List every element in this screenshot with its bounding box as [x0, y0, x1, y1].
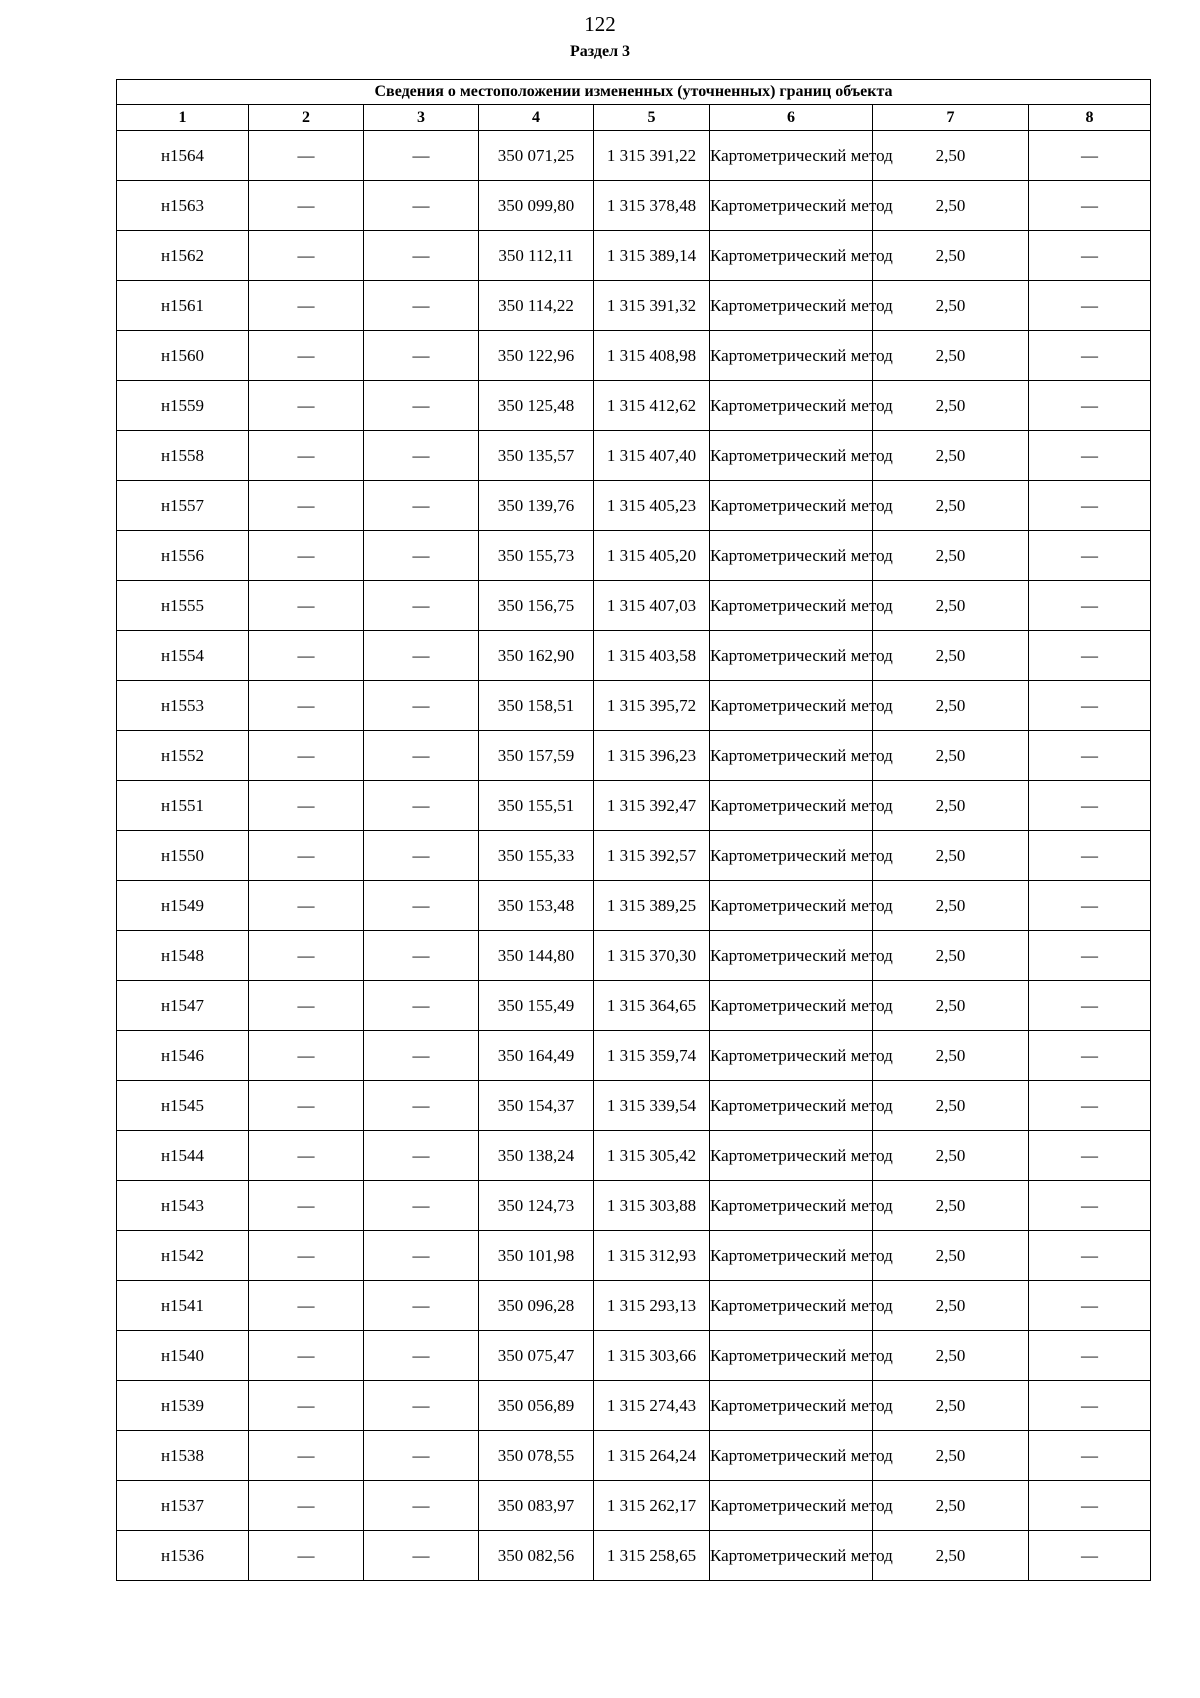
column-3-cell: —	[364, 381, 479, 431]
accuracy-cell: 2,50	[873, 131, 1029, 181]
column-8-cell: —	[1029, 831, 1151, 881]
x-coordinate-cell: 350 135,57	[479, 431, 594, 481]
column-3-cell: —	[364, 481, 479, 531]
column-2-cell: —	[249, 731, 364, 781]
x-coordinate-cell: 350 096,28	[479, 1281, 594, 1331]
x-coordinate-cell: 350 138,24	[479, 1131, 594, 1181]
table-row	[117, 1331, 1151, 1381]
table-row	[117, 381, 1151, 431]
y-coordinate-cell: 1 315 392,47	[594, 781, 710, 831]
column-2-cell: —	[249, 381, 364, 431]
column-2-cell: —	[249, 231, 364, 281]
point-number-cell: н1557	[117, 481, 249, 531]
accuracy-cell: 2,50	[873, 681, 1029, 731]
table-row	[117, 481, 1151, 531]
method-cell: Картометрический метод	[710, 631, 873, 681]
y-coordinate-cell: 1 315 359,74	[594, 1031, 710, 1081]
y-coordinate-cell: 1 315 378,48	[594, 181, 710, 231]
table-row	[117, 581, 1151, 631]
point-number-cell: н1551	[117, 781, 249, 831]
point-number-cell: н1541	[117, 1281, 249, 1331]
column-2-cell: —	[249, 631, 364, 681]
column-3-cell: —	[364, 631, 479, 681]
column-3-cell: —	[364, 1381, 479, 1431]
method-cell: Картометрический метод	[710, 1181, 873, 1231]
y-coordinate-cell: 1 315 392,57	[594, 831, 710, 881]
column-8-cell: —	[1029, 1281, 1151, 1331]
table-row	[117, 331, 1151, 381]
accuracy-cell: 2,50	[873, 881, 1029, 931]
table-row	[117, 981, 1151, 1031]
point-number-cell: н1562	[117, 231, 249, 281]
x-coordinate-cell: 350 056,89	[479, 1381, 594, 1431]
accuracy-cell: 2,50	[873, 781, 1029, 831]
column-2-cell: —	[249, 1031, 364, 1081]
column-3-cell: —	[364, 231, 479, 281]
column-number: 1	[117, 105, 249, 131]
column-8-cell: —	[1029, 1031, 1151, 1081]
point-number-cell: н1555	[117, 581, 249, 631]
point-number-cell: н1546	[117, 1031, 249, 1081]
table-row	[117, 731, 1151, 781]
column-8-cell: —	[1029, 1531, 1151, 1581]
y-coordinate-cell: 1 315 303,66	[594, 1331, 710, 1381]
y-coordinate-cell: 1 315 395,72	[594, 681, 710, 731]
x-coordinate-cell: 350 082,56	[479, 1531, 594, 1581]
column-number: 6	[710, 105, 873, 131]
x-coordinate-cell: 350 099,80	[479, 181, 594, 231]
table-row	[117, 1381, 1151, 1431]
accuracy-cell: 2,50	[873, 431, 1029, 481]
column-2-cell: —	[249, 831, 364, 881]
x-coordinate-cell: 350 075,47	[479, 1331, 594, 1381]
column-3-cell: —	[364, 581, 479, 631]
method-cell: Картометрический метод	[710, 431, 873, 481]
point-number-cell: н1564	[117, 131, 249, 181]
column-3-cell: —	[364, 831, 479, 881]
column-2-cell: —	[249, 1181, 364, 1231]
column-8-cell: —	[1029, 731, 1151, 781]
point-number-cell: н1547	[117, 981, 249, 1031]
column-2-cell: —	[249, 1281, 364, 1331]
y-coordinate-cell: 1 315 389,25	[594, 881, 710, 931]
method-cell: Картометрический метод	[710, 1231, 873, 1281]
point-number-cell: н1549	[117, 881, 249, 931]
y-coordinate-cell: 1 315 405,20	[594, 531, 710, 581]
column-number: 5	[594, 105, 710, 131]
column-3-cell: —	[364, 931, 479, 981]
accuracy-cell: 2,50	[873, 1381, 1029, 1431]
table-row	[117, 431, 1151, 481]
column-3-cell: —	[364, 1331, 479, 1381]
accuracy-cell: 2,50	[873, 231, 1029, 281]
point-number-cell: н1536	[117, 1531, 249, 1581]
x-coordinate-cell: 350 125,48	[479, 381, 594, 431]
column-3-cell: —	[364, 731, 479, 781]
column-3-cell: —	[364, 1081, 479, 1131]
accuracy-cell: 2,50	[873, 1231, 1029, 1281]
column-8-cell: —	[1029, 431, 1151, 481]
y-coordinate-cell: 1 315 262,17	[594, 1481, 710, 1531]
x-coordinate-cell: 350 114,22	[479, 281, 594, 331]
accuracy-cell: 2,50	[873, 281, 1029, 331]
boundary-coordinates-table	[116, 79, 1151, 1581]
x-coordinate-cell: 350 153,48	[479, 881, 594, 931]
table-row	[117, 1081, 1151, 1131]
accuracy-cell: 2,50	[873, 831, 1029, 881]
accuracy-cell: 2,50	[873, 331, 1029, 381]
table-row	[117, 1281, 1151, 1331]
column-3-cell: —	[364, 1031, 479, 1081]
column-2-cell: —	[249, 331, 364, 381]
point-number-cell: н1538	[117, 1431, 249, 1481]
method-cell: Картометрический метод	[710, 531, 873, 581]
column-8-cell: —	[1029, 231, 1151, 281]
column-2-cell: —	[249, 981, 364, 1031]
column-2-cell: —	[249, 281, 364, 331]
column-3-cell: —	[364, 531, 479, 581]
table-row	[117, 1531, 1151, 1581]
column-8-cell: —	[1029, 531, 1151, 581]
x-coordinate-cell: 350 083,97	[479, 1481, 594, 1531]
column-3-cell: —	[364, 181, 479, 231]
column-8-cell: —	[1029, 781, 1151, 831]
method-cell: Картометрический метод	[710, 731, 873, 781]
table-row	[117, 231, 1151, 281]
table-row	[117, 781, 1151, 831]
column-8-cell: —	[1029, 331, 1151, 381]
column-2-cell: —	[249, 581, 364, 631]
column-number: 3	[364, 105, 479, 131]
y-coordinate-cell: 1 315 412,62	[594, 381, 710, 431]
accuracy-cell: 2,50	[873, 1131, 1029, 1181]
point-number-cell: н1544	[117, 1131, 249, 1181]
table-row	[117, 1481, 1151, 1531]
accuracy-cell: 2,50	[873, 181, 1029, 231]
x-coordinate-cell: 350 155,51	[479, 781, 594, 831]
column-8-cell: —	[1029, 1381, 1151, 1431]
method-cell: Картометрический метод	[710, 781, 873, 831]
column-8-cell: —	[1029, 681, 1151, 731]
method-cell: Картометрический метод	[710, 1281, 873, 1331]
column-2-cell: —	[249, 781, 364, 831]
column-3-cell: —	[364, 1531, 479, 1581]
method-cell: Картометрический метод	[710, 1481, 873, 1531]
column-2-cell: —	[249, 181, 364, 231]
y-coordinate-cell: 1 315 258,65	[594, 1531, 710, 1581]
point-number-cell: н1539	[117, 1381, 249, 1431]
column-number: 7	[873, 105, 1029, 131]
x-coordinate-cell: 350 155,33	[479, 831, 594, 881]
column-number: 8	[1029, 105, 1151, 131]
column-3-cell: —	[364, 881, 479, 931]
point-number-cell: н1550	[117, 831, 249, 881]
y-coordinate-cell: 1 315 391,32	[594, 281, 710, 331]
column-2-cell: —	[249, 1231, 364, 1281]
table-row	[117, 881, 1151, 931]
method-cell: Картометрический метод	[710, 281, 873, 331]
accuracy-cell: 2,50	[873, 1081, 1029, 1131]
table-row	[117, 1431, 1151, 1481]
y-coordinate-cell: 1 315 370,30	[594, 931, 710, 981]
column-2-cell: —	[249, 1081, 364, 1131]
method-cell: Картометрический метод	[710, 1131, 873, 1181]
y-coordinate-cell: 1 315 264,24	[594, 1431, 710, 1481]
accuracy-cell: 2,50	[873, 1481, 1029, 1531]
column-number: 4	[479, 105, 594, 131]
section-title: Раздел 3	[569, 43, 631, 60]
y-coordinate-cell: 1 315 407,40	[594, 431, 710, 481]
method-cell: Картометрический метод	[710, 181, 873, 231]
x-coordinate-cell: 350 162,90	[479, 631, 594, 681]
table-row	[117, 181, 1151, 231]
y-coordinate-cell: 1 315 403,58	[594, 631, 710, 681]
y-coordinate-cell: 1 315 303,88	[594, 1181, 710, 1231]
table-row	[117, 131, 1151, 181]
point-number-cell: н1553	[117, 681, 249, 731]
method-cell: Картометрический метод	[710, 1331, 873, 1381]
column-8-cell: —	[1029, 931, 1151, 981]
column-2-cell: —	[249, 131, 364, 181]
x-coordinate-cell: 350 124,73	[479, 1181, 594, 1231]
accuracy-cell: 2,50	[873, 731, 1029, 781]
column-3-cell: —	[364, 431, 479, 481]
table-caption: Сведения о местоположении измененных (уточненных) границ объекта	[117, 80, 1151, 105]
column-8-cell: —	[1029, 181, 1151, 231]
method-cell: Картометрический метод	[710, 1431, 873, 1481]
x-coordinate-cell: 350 155,49	[479, 981, 594, 1031]
y-coordinate-cell: 1 315 364,65	[594, 981, 710, 1031]
point-number-cell: н1554	[117, 631, 249, 681]
method-cell: Картометрический метод	[710, 681, 873, 731]
point-number-cell: н1556	[117, 531, 249, 581]
column-3-cell: —	[364, 1431, 479, 1481]
table-caption-row	[117, 80, 1151, 105]
accuracy-cell: 2,50	[873, 1531, 1029, 1581]
point-number-cell: н1537	[117, 1481, 249, 1531]
method-cell: Картометрический метод	[710, 931, 873, 981]
table-row	[117, 1231, 1151, 1281]
column-8-cell: —	[1029, 1181, 1151, 1231]
x-coordinate-cell: 350 156,75	[479, 581, 594, 631]
x-coordinate-cell: 350 154,37	[479, 1081, 594, 1131]
x-coordinate-cell: 350 164,49	[479, 1031, 594, 1081]
point-number-cell: н1545	[117, 1081, 249, 1131]
column-8-cell: —	[1029, 881, 1151, 931]
x-coordinate-cell: 350 071,25	[479, 131, 594, 181]
point-number-cell: н1558	[117, 431, 249, 481]
column-3-cell: —	[364, 281, 479, 331]
accuracy-cell: 2,50	[873, 1431, 1029, 1481]
point-number-cell: н1563	[117, 181, 249, 231]
y-coordinate-cell: 1 315 339,54	[594, 1081, 710, 1131]
column-8-cell: —	[1029, 1431, 1151, 1481]
column-3-cell: —	[364, 131, 479, 181]
point-number-cell: н1559	[117, 381, 249, 431]
y-coordinate-cell: 1 315 407,03	[594, 581, 710, 631]
table-row	[117, 1131, 1151, 1181]
column-8-cell: —	[1029, 131, 1151, 181]
x-coordinate-cell: 350 078,55	[479, 1431, 594, 1481]
method-cell: Картометрический метод	[710, 481, 873, 531]
accuracy-cell: 2,50	[873, 1281, 1029, 1331]
column-3-cell: —	[364, 1281, 479, 1331]
table-row	[117, 681, 1151, 731]
column-2-cell: —	[249, 1331, 364, 1381]
accuracy-cell: 2,50	[873, 581, 1029, 631]
column-2-cell: —	[249, 1381, 364, 1431]
accuracy-cell: 2,50	[873, 1031, 1029, 1081]
accuracy-cell: 2,50	[873, 1331, 1029, 1381]
method-cell: Картометрический метод	[710, 1381, 873, 1431]
x-coordinate-cell: 350 139,76	[479, 481, 594, 531]
column-2-cell: —	[249, 1431, 364, 1481]
accuracy-cell: 2,50	[873, 931, 1029, 981]
accuracy-cell: 2,50	[873, 381, 1029, 431]
y-coordinate-cell: 1 315 293,13	[594, 1281, 710, 1331]
column-8-cell: —	[1029, 581, 1151, 631]
point-number-cell: н1548	[117, 931, 249, 981]
column-8-cell: —	[1029, 631, 1151, 681]
x-coordinate-cell: 350 122,96	[479, 331, 594, 381]
column-8-cell: —	[1029, 1131, 1151, 1181]
point-number-cell: н1542	[117, 1231, 249, 1281]
y-coordinate-cell: 1 315 408,98	[594, 331, 710, 381]
method-cell: Картометрический метод	[710, 231, 873, 281]
column-8-cell: —	[1029, 1231, 1151, 1281]
column-3-cell: —	[364, 1481, 479, 1531]
column-8-cell: —	[1029, 1331, 1151, 1381]
table-row	[117, 1031, 1151, 1081]
point-number-cell: н1561	[117, 281, 249, 331]
column-8-cell: —	[1029, 281, 1151, 331]
y-coordinate-cell: 1 315 405,23	[594, 481, 710, 531]
column-2-cell: —	[249, 431, 364, 481]
accuracy-cell: 2,50	[873, 631, 1029, 681]
column-3-cell: —	[364, 981, 479, 1031]
column-8-cell: —	[1029, 981, 1151, 1031]
y-coordinate-cell: 1 315 391,22	[594, 131, 710, 181]
column-2-cell: —	[249, 481, 364, 531]
table-body	[117, 131, 1151, 1581]
column-3-cell: —	[364, 331, 479, 381]
table-row	[117, 931, 1151, 981]
method-cell: Картометрический метод	[710, 131, 873, 181]
column-3-cell: —	[364, 1131, 479, 1181]
point-number-cell: н1543	[117, 1181, 249, 1231]
method-cell: Картометрический метод	[710, 1081, 873, 1131]
column-2-cell: —	[249, 931, 364, 981]
y-coordinate-cell: 1 315 305,42	[594, 1131, 710, 1181]
method-cell: Картометрический метод	[710, 831, 873, 881]
column-2-cell: —	[249, 881, 364, 931]
column-3-cell: —	[364, 781, 479, 831]
method-cell: Картометрический метод	[710, 581, 873, 631]
column-2-cell: —	[249, 1481, 364, 1531]
point-number-cell: н1552	[117, 731, 249, 781]
table-row	[117, 531, 1151, 581]
y-coordinate-cell: 1 315 389,14	[594, 231, 710, 281]
x-coordinate-cell: 350 144,80	[479, 931, 594, 981]
column-8-cell: —	[1029, 1081, 1151, 1131]
accuracy-cell: 2,50	[873, 1181, 1029, 1231]
column-number: 2	[249, 105, 364, 131]
column-8-cell: —	[1029, 1481, 1151, 1531]
y-coordinate-cell: 1 315 274,43	[594, 1381, 710, 1431]
point-number-cell: н1540	[117, 1331, 249, 1381]
column-2-cell: —	[249, 681, 364, 731]
column-8-cell: —	[1029, 381, 1151, 431]
column-3-cell: —	[364, 1181, 479, 1231]
accuracy-cell: 2,50	[873, 981, 1029, 1031]
table-row	[117, 1181, 1151, 1231]
column-3-cell: —	[364, 681, 479, 731]
accuracy-cell: 2,50	[873, 531, 1029, 581]
table-row	[117, 631, 1151, 681]
y-coordinate-cell: 1 315 312,93	[594, 1231, 710, 1281]
method-cell: Картометрический метод	[710, 1031, 873, 1081]
x-coordinate-cell: 350 155,73	[479, 531, 594, 581]
column-numbers-row	[117, 105, 1151, 131]
x-coordinate-cell: 350 101,98	[479, 1231, 594, 1281]
column-2-cell: —	[249, 1531, 364, 1581]
method-cell: Картометрический метод	[710, 331, 873, 381]
method-cell: Картометрический метод	[710, 381, 873, 431]
method-cell: Картометрический метод	[710, 981, 873, 1031]
column-2-cell: —	[249, 531, 364, 581]
table-row	[117, 281, 1151, 331]
y-coordinate-cell: 1 315 396,23	[594, 731, 710, 781]
column-8-cell: —	[1029, 481, 1151, 531]
x-coordinate-cell: 350 112,11	[479, 231, 594, 281]
method-cell: Картометрический метод	[710, 881, 873, 931]
method-cell: Картометрический метод	[710, 1531, 873, 1581]
x-coordinate-cell: 350 158,51	[479, 681, 594, 731]
column-3-cell: —	[364, 1231, 479, 1281]
point-number-cell: н1560	[117, 331, 249, 381]
accuracy-cell: 2,50	[873, 481, 1029, 531]
x-coordinate-cell: 350 157,59	[479, 731, 594, 781]
table-row	[117, 831, 1151, 881]
column-2-cell: —	[249, 1131, 364, 1181]
page-number: 122	[584, 12, 616, 36]
